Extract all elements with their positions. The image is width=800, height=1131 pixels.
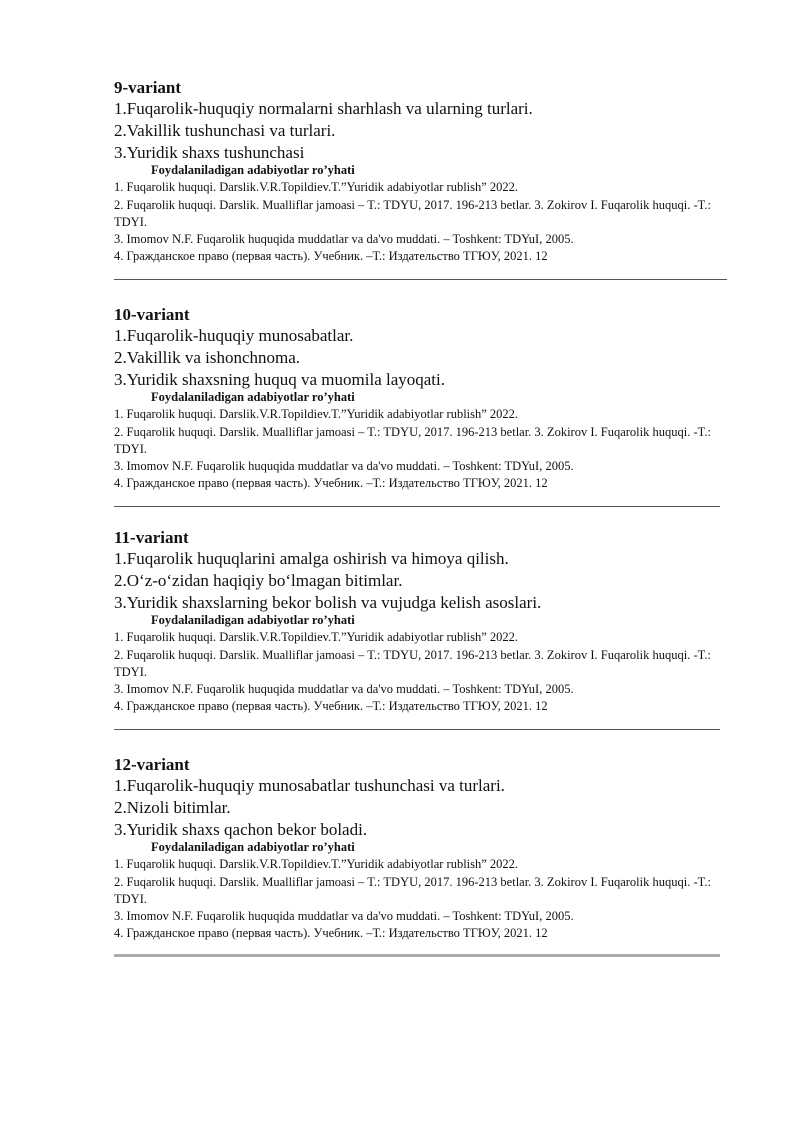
reference-1: 1. Fuqarolik huquqi. Darslik.V.R.Topildiev.T.”Yuridik adabiyotlar rublish” 2022.: [114, 180, 519, 194]
variant-title: 9-variant: [114, 78, 182, 97]
literature-heading: Foydalaniladigan adabiyotlar ro’yhati: [151, 840, 355, 854]
reference-4: 4. Гражданское право (первая часть). Учебник. –Т.: Издательство ТГЮУ, 2021. 12: [114, 926, 548, 940]
question-1: 1.Fuqarolik huquqlarini amalga oshirish va himoya qilish.: [114, 549, 509, 568]
question-2: 2.Nizoli bitimlar.: [114, 798, 231, 817]
question-3: 3.Yuridik shaxs qachon bekor boladi.: [114, 820, 368, 839]
question-3: 3.Yuridik shaxsning huquq va muomila layoqati.: [114, 370, 445, 389]
reference-1: 1. Fuqarolik huquqi. Darslik.V.R.Topildiev.T.”Yuridik adabiyotlar rublish” 2022.: [114, 857, 519, 871]
section-divider: [114, 954, 720, 957]
question-1: 1.Fuqarolik-huquqiy normalarni sharhlash va ularning turlari.: [114, 99, 533, 118]
question-1: 1.Fuqarolik-huquqiy munosabatlar.: [114, 326, 354, 345]
reference-4: 4. Гражданское право (первая часть). Учебник. –Т.: Издательство ТГЮУ, 2021. 12: [114, 699, 548, 713]
section-divider: [114, 729, 720, 730]
section-divider: [114, 279, 727, 280]
reference-3: 3. Imomov N.F. Fuqarolik huquqida muddatlar va da'vo muddati. – Toshkent: TDYuI, 2005.: [114, 909, 574, 923]
variant-title: 10-variant: [114, 305, 190, 324]
section-divider: [114, 506, 720, 507]
variant-title: 12-variant: [114, 755, 190, 774]
question-3: 3.Yuridik shaxslarning bekor bolish va vujudga kelish asoslari.: [114, 593, 542, 612]
reference-4: 4. Гражданское право (первая часть). Учебник. –Т.: Издательство ТГЮУ, 2021. 12: [114, 476, 548, 490]
reference-3: 3. Imomov N.F. Fuqarolik huquqida muddatlar va da'vo muddati. – Toshkent: TDYuI, 2005.: [114, 232, 574, 246]
literature-heading: Foydalaniladigan adabiyotlar ro’yhati: [151, 613, 355, 627]
reference-2: 2. Fuqarolik huquqi. Darslik. Mualliflar jamoasi – T.: TDYU, 2017. 196-213 betlar. 3. Zokirov I. Fuqarolik huquqi. -T.: TDYI.: [114, 198, 711, 229]
reference-2: 2. Fuqarolik huquqi. Darslik. Mualliflar jamoasi – T.: TDYU, 2017. 196-213 betlar. 3. Zokirov I. Fuqarolik huquqi. -T.: TDYI.: [114, 648, 711, 679]
question-2: 2.O‘z-o‘zidan haqiqiy bo‘lmagan bitimlar.: [114, 571, 403, 590]
reference-3: 3. Imomov N.F. Fuqarolik huquqida muddatlar va da'vo muddati. – Toshkent: TDYuI, 2005.: [114, 682, 574, 696]
literature-heading: Foydalaniladigan adabiyotlar ro’yhati: [151, 163, 355, 177]
question-1: 1.Fuqarolik-huquqiy munosabatlar tushunchasi va turlari.: [114, 776, 505, 795]
literature-heading: Foydalaniladigan adabiyotlar ro’yhati: [151, 390, 355, 404]
variant-title: 11-variant: [114, 528, 189, 547]
question-3: 3.Yuridik shaxs tushunchasi: [114, 143, 305, 162]
question-2: 2.Vakillik tushunchasi va turlari.: [114, 121, 336, 140]
reference-4: 4. Гражданское право (первая часть). Учебник. –Т.: Издательство ТГЮУ, 2021. 12: [114, 249, 548, 263]
reference-1: 1. Fuqarolik huquqi. Darslik.V.R.Topildiev.T.”Yuridik adabiyotlar rublish” 2022.: [114, 630, 519, 644]
question-2: 2.Vakillik va ishonchnoma.: [114, 348, 301, 367]
reference-2: 2. Fuqarolik huquqi. Darslik. Mualliflar jamoasi – T.: TDYU, 2017. 196-213 betlar. 3. Zokirov I. Fuqarolik huquqi. -T.: TDYI.: [114, 875, 711, 906]
reference-3: 3. Imomov N.F. Fuqarolik huquqida muddatlar va da'vo muddati. – Toshkent: TDYuI, 2005.: [114, 459, 574, 473]
reference-2: 2. Fuqarolik huquqi. Darslik. Mualliflar jamoasi – T.: TDYU, 2017. 196-213 betlar. 3. Zokirov I. Fuqarolik huquqi. -T.: TDYI.: [114, 425, 711, 456]
reference-1: 1. Fuqarolik huquqi. Darslik.V.R.Topildiev.T.”Yuridik adabiyotlar rublish” 2022.: [114, 407, 519, 421]
